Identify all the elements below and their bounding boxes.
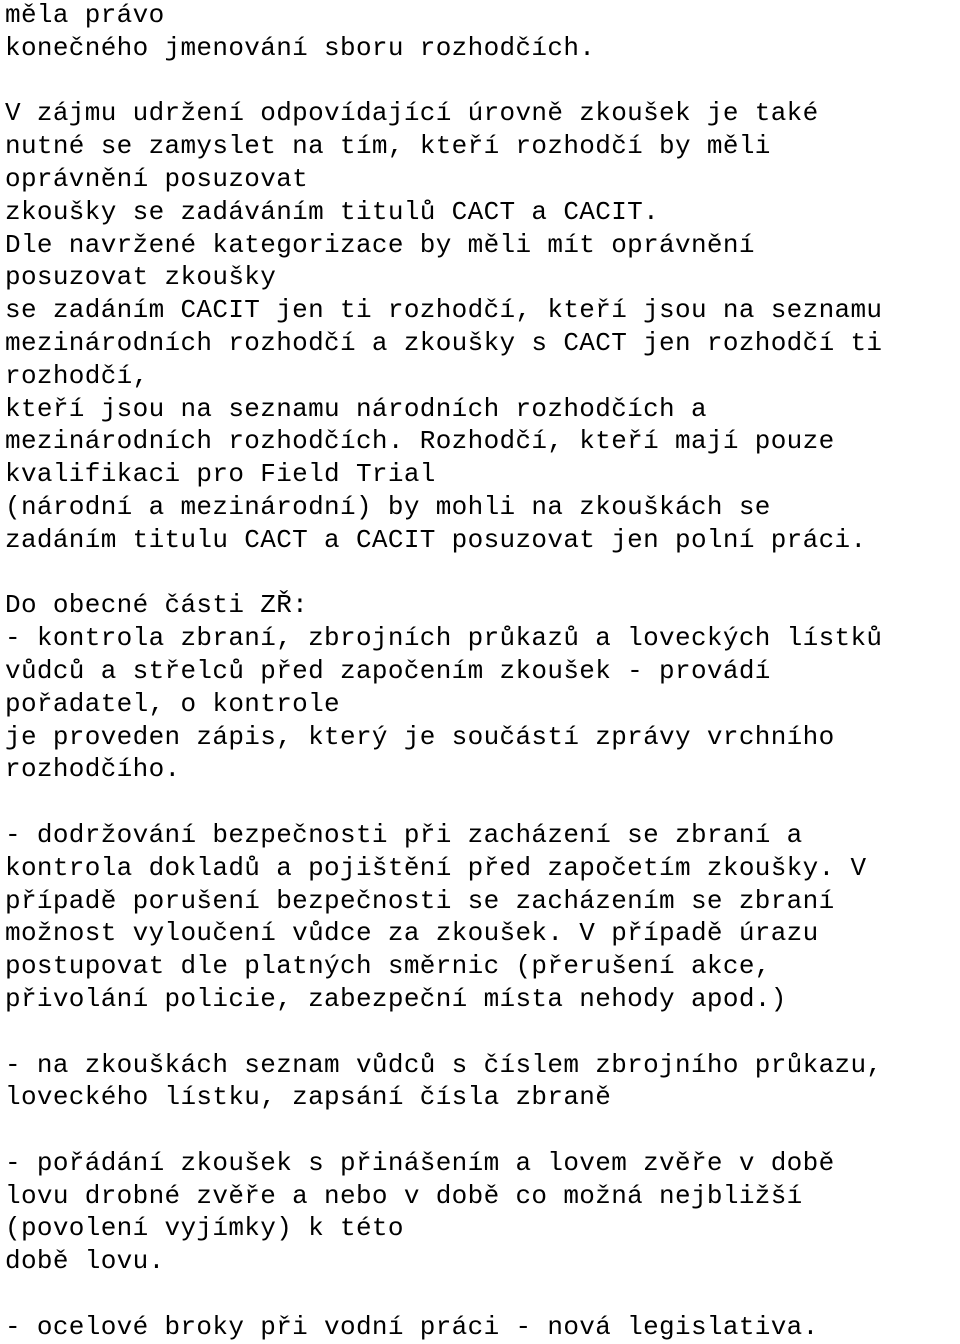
text-line: kontrola dokladů a pojištění před započetím zkoušky. V xyxy=(5,852,867,883)
text-line: konečného jmenování sboru rozhodčích. xyxy=(5,32,596,63)
paragraph-gap xyxy=(5,557,960,590)
text-line: je proveden zápis, který je součástí zprávy vrchního xyxy=(5,721,835,752)
text-line: - pořádání zkoušek s přinášením a lovem zvěře v době xyxy=(5,1147,835,1178)
paragraph-gap xyxy=(5,65,960,98)
paragraph xyxy=(5,589,960,786)
text-line: rozhodčí, xyxy=(5,360,149,391)
paragraph xyxy=(5,97,960,556)
text-line: (povolení vyjímky) k této xyxy=(5,1213,404,1244)
text-line: možnost vyloučení vůdce za zkoušek. V případě úrazu xyxy=(5,918,819,949)
paragraph xyxy=(5,1311,960,1344)
text-line: Do obecné části ZŘ: xyxy=(5,590,309,621)
text-line: oprávnění posuzovat xyxy=(5,163,309,194)
paragraph xyxy=(5,819,960,1016)
text-line: (národní a mezinárodní) by mohli na zkouškách se xyxy=(5,491,771,522)
text-line: době lovu. xyxy=(5,1246,165,1277)
document-body xyxy=(5,0,960,1344)
paragraph-gap xyxy=(5,1114,960,1147)
text-line: - na zkouškách seznam vůdců s číslem zbrojního průkazu, xyxy=(5,1049,883,1080)
text-line: rozhodčího. xyxy=(5,754,181,785)
text-line: se zadáním CACIT jen ti rozhodčí, kteří jsou na seznamu xyxy=(5,295,883,326)
text-line: postupovat dle platných směrnic (přerušení akce, xyxy=(5,951,771,982)
paragraph-gap xyxy=(5,786,960,819)
text-line: kvalifikaci pro Field Trial xyxy=(5,459,436,490)
paragraph-gap xyxy=(5,1016,960,1049)
text-line: zadáním titulu CACT a CACIT posuzovat jen polní práci. xyxy=(5,524,867,555)
text-line: mezinárodních rozhodčí a zkoušky s CACT jen rozhodčí ti xyxy=(5,327,883,358)
text-line: loveckého lístku, zapsání čísla zbraně xyxy=(5,1082,612,1113)
text-line: V zájmu udržení odpovídající úrovně zkoušek je také xyxy=(5,98,819,129)
text-line: lovu drobné zvěře a nebo v době co možná nejbližší xyxy=(5,1180,803,1211)
text-line: Dle navržené kategorizace by měli mít oprávnění xyxy=(5,229,755,260)
text-line: mezinárodních rozhodčích. Rozhodčí, kteří mají pouze xyxy=(5,426,835,457)
paragraph-gap xyxy=(5,1278,960,1311)
text-line: zkoušky se zadáváním titulů CACT a CACIT. xyxy=(5,196,660,227)
text-line: - kontrola zbraní, zbrojních průkazů a loveckých lístků xyxy=(5,623,883,654)
paragraph xyxy=(5,1049,960,1115)
text-line: - ocelové broky při vodní práci - nová legislativa. xyxy=(5,1311,819,1342)
text-line: - dodržování bezpečnosti při zacházení se zbraní a xyxy=(5,819,803,850)
text-line: posuzovat zkoušky xyxy=(5,262,277,293)
text-line: nutné se zamyslet na tím, kteří rozhodčí by měli xyxy=(5,131,771,162)
text-line: pořadatel, o kontrole xyxy=(5,688,341,719)
text-line: přivolání policie, zabezpeční místa nehody apod.) xyxy=(5,983,787,1014)
text-line: případě porušení bezpečnosti se zacházením se zbraní xyxy=(5,885,835,916)
text-line: měla právo xyxy=(5,0,165,30)
paragraph xyxy=(5,1147,960,1278)
text-line: vůdců a střelců před započením zkoušek - provádí xyxy=(5,655,771,686)
text-line: kteří jsou na seznamu národních rozhodčích a xyxy=(5,393,707,424)
paragraph xyxy=(5,0,960,65)
